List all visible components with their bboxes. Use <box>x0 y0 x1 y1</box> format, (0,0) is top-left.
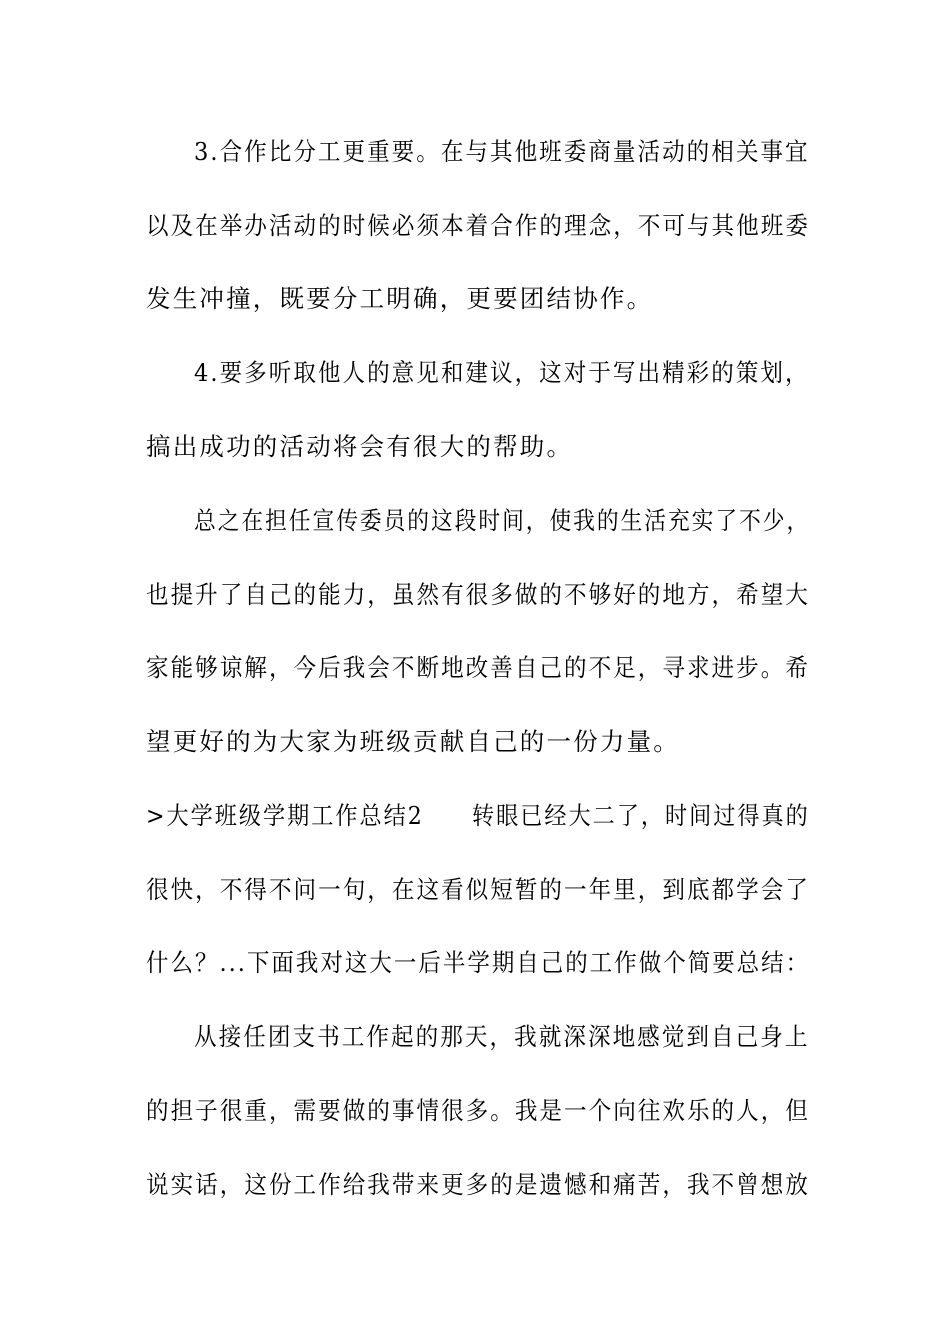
text-line: 从接任团支书工作起的那天，我就深深地感觉到自己身上 <box>194 1022 810 1051</box>
text-line: 望更好的为大家为班级贡献自己的一份力量。 <box>146 727 680 756</box>
text-line: 以及在举办活动的时候必须本着合作的理念，不可与其他班委 <box>146 211 810 240</box>
text-line: 的担子很重，需要做的事情很多。我是一个向往欢乐的人，但 <box>146 1096 810 1125</box>
text-line: 什么？...下面我对这大一后半学期自己的工作做个简要总结： <box>146 948 811 977</box>
text-line: 家能够谅解，今后我会不断地改善自己的不足，寻求进步。希 <box>146 653 810 682</box>
text-line: 4.要多听取他人的意见和建议，这对于写出精彩的策划， <box>194 358 810 387</box>
text-line: 搞出成功的活动将会有很大的帮助。 <box>146 432 574 461</box>
text-line: 发生冲撞，既要分工明确，更要团结协作。 <box>146 284 654 313</box>
text-line: 3.合作比分工更重要。在与其他班委商量活动的相关事宜 <box>194 137 810 166</box>
text-line: 说实话，这份工作给我带来更多的是遗憾和痛苦，我不曾想放 <box>146 1170 810 1199</box>
text-line: 总之在担任宣传委员的这段时间，使我的生活充实了不少， <box>194 506 811 535</box>
text-line: 很快，不得不问一句，在这看似短暂的一年里，到底都学会了 <box>146 875 810 904</box>
text-line: 也提升了自己的能力，虽然有很多做的不够好的地方，希望大 <box>146 580 810 609</box>
section-heading-line: >大学班级学期工作总结2 转眼已经大二了，时间过得真的 <box>146 801 810 830</box>
